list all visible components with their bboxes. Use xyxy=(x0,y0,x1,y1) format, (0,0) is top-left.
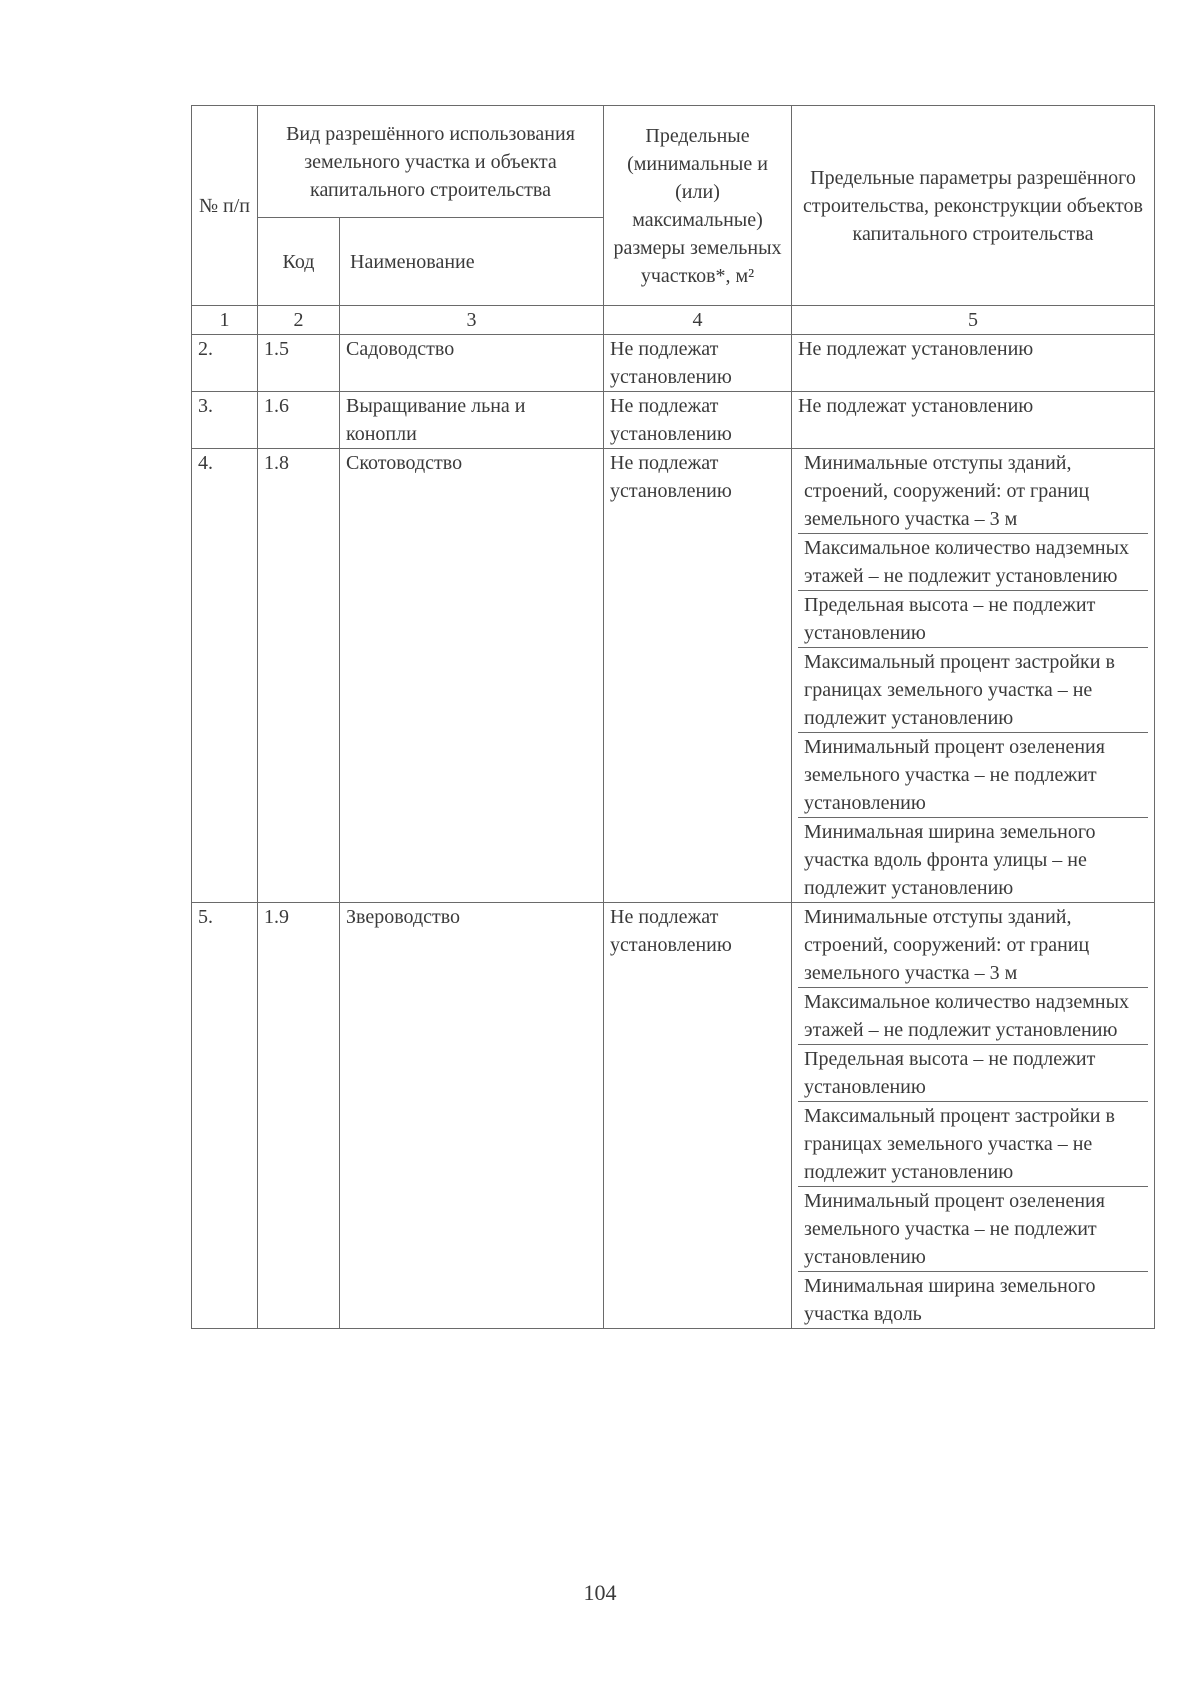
param-max-coverage: Максимальный процент застройки в границах земельного участка – не подлежит установлению xyxy=(798,1102,1148,1187)
param-max-floors: Максимальное количество надземных этажей – не подлежит установлению xyxy=(798,988,1148,1045)
row-name: Звероводство xyxy=(340,903,604,1329)
table-row xyxy=(192,903,1155,1329)
param-max-coverage: Максимальный процент застройки в границах земельного участка – не подлежит установлению xyxy=(798,648,1148,733)
table-row xyxy=(192,449,1155,903)
row-code: 1.6 xyxy=(258,392,340,449)
row-sizes: Не подлежат установлению xyxy=(604,449,792,903)
row-number: 3. xyxy=(192,392,258,449)
param-max-height: Предельная высота – не подлежит установлению xyxy=(798,591,1148,648)
column-number: 4 xyxy=(604,306,792,335)
param-min-frontage: Минимальная ширина земельного участка вдоль фронта улицы – не подлежит установлению xyxy=(804,821,1096,899)
table-row xyxy=(192,392,1155,449)
table-header-row xyxy=(192,106,1155,218)
table-row xyxy=(192,335,1155,392)
row-params xyxy=(792,449,1155,903)
column-number: 3 xyxy=(340,306,604,335)
column-number: 2 xyxy=(258,306,340,335)
param-max-floors: Максимальное количество надземных этажей – не подлежит установлению xyxy=(798,534,1148,591)
row-sizes: Не подлежат установлению xyxy=(604,392,792,449)
header-code: Код xyxy=(258,218,340,306)
row-name: Выращивание льна и конопли xyxy=(340,392,604,449)
row-params: Не подлежат установлению xyxy=(792,392,1155,449)
land-use-table xyxy=(191,105,1155,1329)
header-number: № п/п xyxy=(192,106,258,306)
column-number-row xyxy=(192,306,1155,335)
param-min-setbacks: Минимальные отступы зданий, строений, сооружений: от границ земельного участка – 3 м xyxy=(798,449,1148,534)
column-number: 1 xyxy=(192,306,258,335)
param-max-height: Предельная высота – не подлежит установлению xyxy=(798,1045,1148,1102)
param-min-greenery: Минимальный процент озеленения земельного участка – не подлежит установлению xyxy=(798,733,1148,818)
row-params xyxy=(792,903,1155,1329)
row-params: Не подлежат установлению xyxy=(792,335,1155,392)
row-code: 1.8 xyxy=(258,449,340,903)
column-number: 5 xyxy=(792,306,1155,335)
param-min-setbacks: Минимальные отступы зданий, строений, сооружений: от границ земельного участка – 3 м xyxy=(798,903,1148,988)
row-number: 5. xyxy=(192,903,258,1329)
page-number: 104 xyxy=(583,1580,617,1605)
row-number: 2. xyxy=(192,335,258,392)
row-number: 4. xyxy=(192,449,258,903)
param-min-greenery: Минимальный процент озеленения земельного участка – не подлежит установлению xyxy=(798,1187,1148,1272)
row-code: 1.5 xyxy=(258,335,340,392)
param-min-frontage: Минимальная ширина земельного участка вдоль xyxy=(804,1275,1096,1325)
row-name: Скотоводство xyxy=(340,449,604,903)
header-construction-params: Предельные параметры разрешённого строительства, реконструкции объектов капитального строительства xyxy=(792,106,1155,306)
row-name: Садоводство xyxy=(340,335,604,392)
header-name: Наименование xyxy=(340,218,604,306)
header-permitted-use: Вид разрешённого использования земельного участка и объекта капитального строительства xyxy=(258,106,604,218)
header-plot-sizes: Предельные (минимальные и (или) максимальные) размеры земельных участков*, м² xyxy=(604,106,792,306)
row-sizes: Не подлежат установлению xyxy=(604,903,792,1329)
row-sizes: Не подлежат установлению xyxy=(604,335,792,392)
row-code: 1.9 xyxy=(258,903,340,1329)
